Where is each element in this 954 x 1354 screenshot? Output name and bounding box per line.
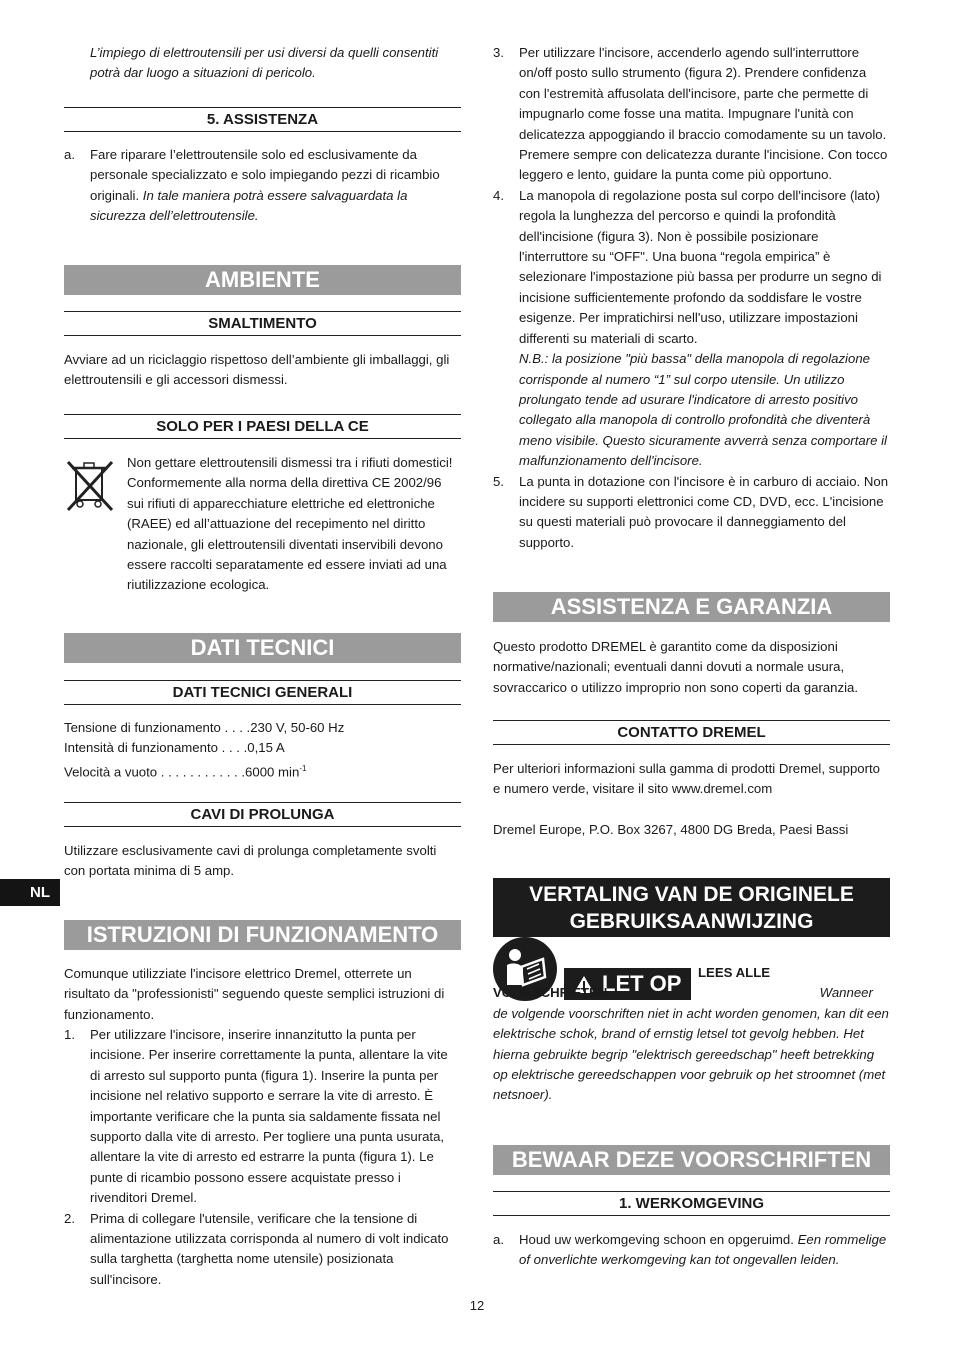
spec-row: Intensità di funzionamento . . . .0,15 A	[64, 740, 285, 756]
werkomgeving-list	[493, 1230, 890, 1271]
list-item: a. Fare riparare l’elettroutensile solo ed esclusivamente da personale specializzato e solo impiegando pezzi di ricambio originali. In tale maniera potrà essere salvaguardata la sicurezza dell’elettroutensile.	[64, 147, 440, 224]
istruzioni-intro: Comunque utilizziate l'incisore elettrico Dremel, otterrete un risultato da "professionisti" seguendo queste semplici istruzioni di funzionamento.	[64, 966, 445, 1022]
note-text: N.B.: la posizione "più bassa" della manopola di regolazione corrisponde al numero “1” sul corpo utensile. Un utilizzo prolungato tende ad usurare l'indicatore di arresto positivo collegato alla manopola di controllo profondità che diventerà meno visibile. Questo sicuramente avverrà senza comportare il malfunzionamento dell'incisore.	[519, 351, 887, 469]
list-item: 1. Per utilizzare l'incisore, inserire innanzitutto la punta per incisione. Per inserire correttamente la punta, allentare la vite di arresto sul supporto punta (figura 1). Inserire la punta per incisione nel relativo supporto e serrare la vite di arresto. È importante verificare che la punta sia saldamente fissata nel supporto dalla vite di arresto. Per togliere una punta usurata, allentare la vite di arresto ed estrarre la punta (figura 1). Le punte di ricambio possono essere acquistate presso i rivenditori Dremel.	[64, 1027, 448, 1206]
address-text: Dremel Europe, P.O. Box 3267, 4800 DG Breda, Paesi Bassi	[493, 822, 849, 837]
ce-text: Non gettare elettroutensili dismessi tra i rifiuti domestici! Conformemente alla norma della direttiva CE 2002/96 sui rifiuti di apparecchiature elettriche ed elettroniche (RAEE) ed all’attuazione del recepimento nel diritto nazionale, gli elettroutensili diventati inservibili devono essere raccolti separatamente ed essere inviati ad una riutilizzazione ecologica.	[127, 455, 453, 593]
specs-table	[64, 718, 461, 783]
language-tab: NL	[0, 879, 60, 906]
smaltimento-heading: SMALTIMENTO	[64, 311, 461, 336]
assistenza-list	[64, 145, 461, 227]
istruzioni-band: ISTRUZIONI DI FUNZIONAMENTO	[64, 920, 461, 950]
dati-tecnici-band: DATI TECNICI	[64, 633, 461, 663]
warning-text: LEES ALLE VOORSCHRIFTEN. Wanneer de volgende voorschriften niet in acht worden genomen, kan dit een elektrische schok, brand of ernstig letsel tot gevolg hebben. Het hierna gebruikte begrip "elektrisch gereedschap" heeft betrekking op elektrische gereedschappen voor gebruik op het stroomnet (met netsnoer).	[493, 965, 889, 1103]
garanzia-text: Questo prodotto DREMEL è garantito come da disposizioni normative/nazionali; eventuali danni dovuti a normale usura, sovraccarico o utilizzo improprio non sono coperti da garanzia.	[493, 639, 859, 695]
list-item: 2. Prima di collegare l'utensile, verificare che la tensione di alimentazione utilizzata corrisponda al numero di volt indicato sulla targhetta (targhetta nome utensile) posizionata sull'incisore.	[64, 1210, 449, 1287]
smaltimento-text: Avviare ad un riciclaggio rispettoso dell’ambiente gli imballaggi, gli elettroutensili e gli accessori dismessi.	[64, 352, 450, 388]
ce-heading: SOLO PER I PAESI DELLA CE	[64, 414, 461, 439]
spec-row: Velocità a vuoto . . . . . . . . . . . .6000 $\min^{-1}$	[64, 763, 307, 780]
garanzia-band: ASSISTENZA E GARANZIA	[493, 592, 890, 622]
intro-warning: L’impiego di elettroutensili per usi diversi da quelli consentiti potrà dar luogo a situazioni di pericolo.	[90, 45, 439, 81]
werkomgeving-heading: 1. WERKOMGEVING	[493, 1191, 890, 1216]
contatto-text: Per ulteriori informazioni sulla gamma di prodotti Dremel, supporto e numero verde, visitare il sito www.dremel.com	[493, 761, 880, 797]
istruzioni-list-continued	[493, 43, 890, 553]
bewaar-band: BEWAAR DEZE VOORSCHRIFTEN GOED	[493, 1145, 890, 1175]
list-item: 5. La punta in dotazione con l'incisore è in carburo di acciaio. Non incidere su supporti elettronici come CD, DVD, ecc. L'incisione su questi materiali può provocare il danneggiamento del supporto.	[493, 473, 889, 550]
list-item: 4. La manopola di regolazione posta sul corpo dell'incisore (lato) regola la lunghezza del percorso e quindi la profondità dell'incisione (figura 3). Non è possibile posizionare l'interruttore su “OFF". Una buona “regola empirica” è selezionare l'impostazione più bassa per produrre un segno di incisione sufficientemente profondo da soddisfare le vostre esigenze. Per impratichirsi nell'uso, utilizzare impostazioni differenti su materiali di scarto. N.B.: la posizione "più bassa" della manopola di regolazione corrisponde al numero “1” sul corpo utensile. Un utilizzo prolungato tende ad usurare l'indicatore di arresto positivo collegato alla manopola di controllo profondità che diventerà meno visibile. Questo sicuramente avverrà senza comportare il malfunzionamento dell'incisore.	[493, 187, 887, 469]
dati-generali-heading: DATI TECNICI GENERALI	[64, 680, 461, 705]
weee-crossed-bin-icon	[64, 454, 116, 512]
let-op-badge: LET OP	[564, 968, 691, 1000]
cavi-heading: CAVI DI PROLUNGA	[64, 802, 461, 827]
page-number: 12	[469, 1298, 485, 1313]
list-item: a. Houd uw werkomgeving schoon en opgeruimd. Een rommelige of onverlichte werkomgeving kan tot ongevallen leiden.	[493, 1232, 887, 1268]
vertaling-band: VERTALING VAN DE ORIGINELE GEBRUIKSAANWIJZING	[493, 878, 890, 937]
cavi-text: Utilizzare esclusivamente cavi di prolunga completamente svolti con portata minima di 5 amp.	[64, 843, 437, 879]
ambiente-band: AMBIENTE	[64, 265, 461, 295]
contatto-heading: CONTATTO DREMEL	[493, 720, 890, 745]
istruzioni-list	[64, 1025, 461, 1290]
assistenza-heading: 5. ASSISTENZA	[64, 107, 461, 132]
list-item: 3. Per utilizzare l'incisore, accenderlo agendo sull'interruttore on/off posto sullo strumento (figura 2). Prendere confidenza con l'estremità affusolata dell'incisore, parte che permette di impugnarlo come fosse una matita. Impugnare l'unità con delicatezza appoggiando il braccio comodamente su un tavolo. Premere sempre con delicatezza durante l'incisione. Con tocco leggero e lento, guidare la punta come più opportuno.	[493, 45, 888, 183]
spec-row: Tensione di funzionamento . . . .230 V, 50-60 Hz	[64, 720, 345, 735]
